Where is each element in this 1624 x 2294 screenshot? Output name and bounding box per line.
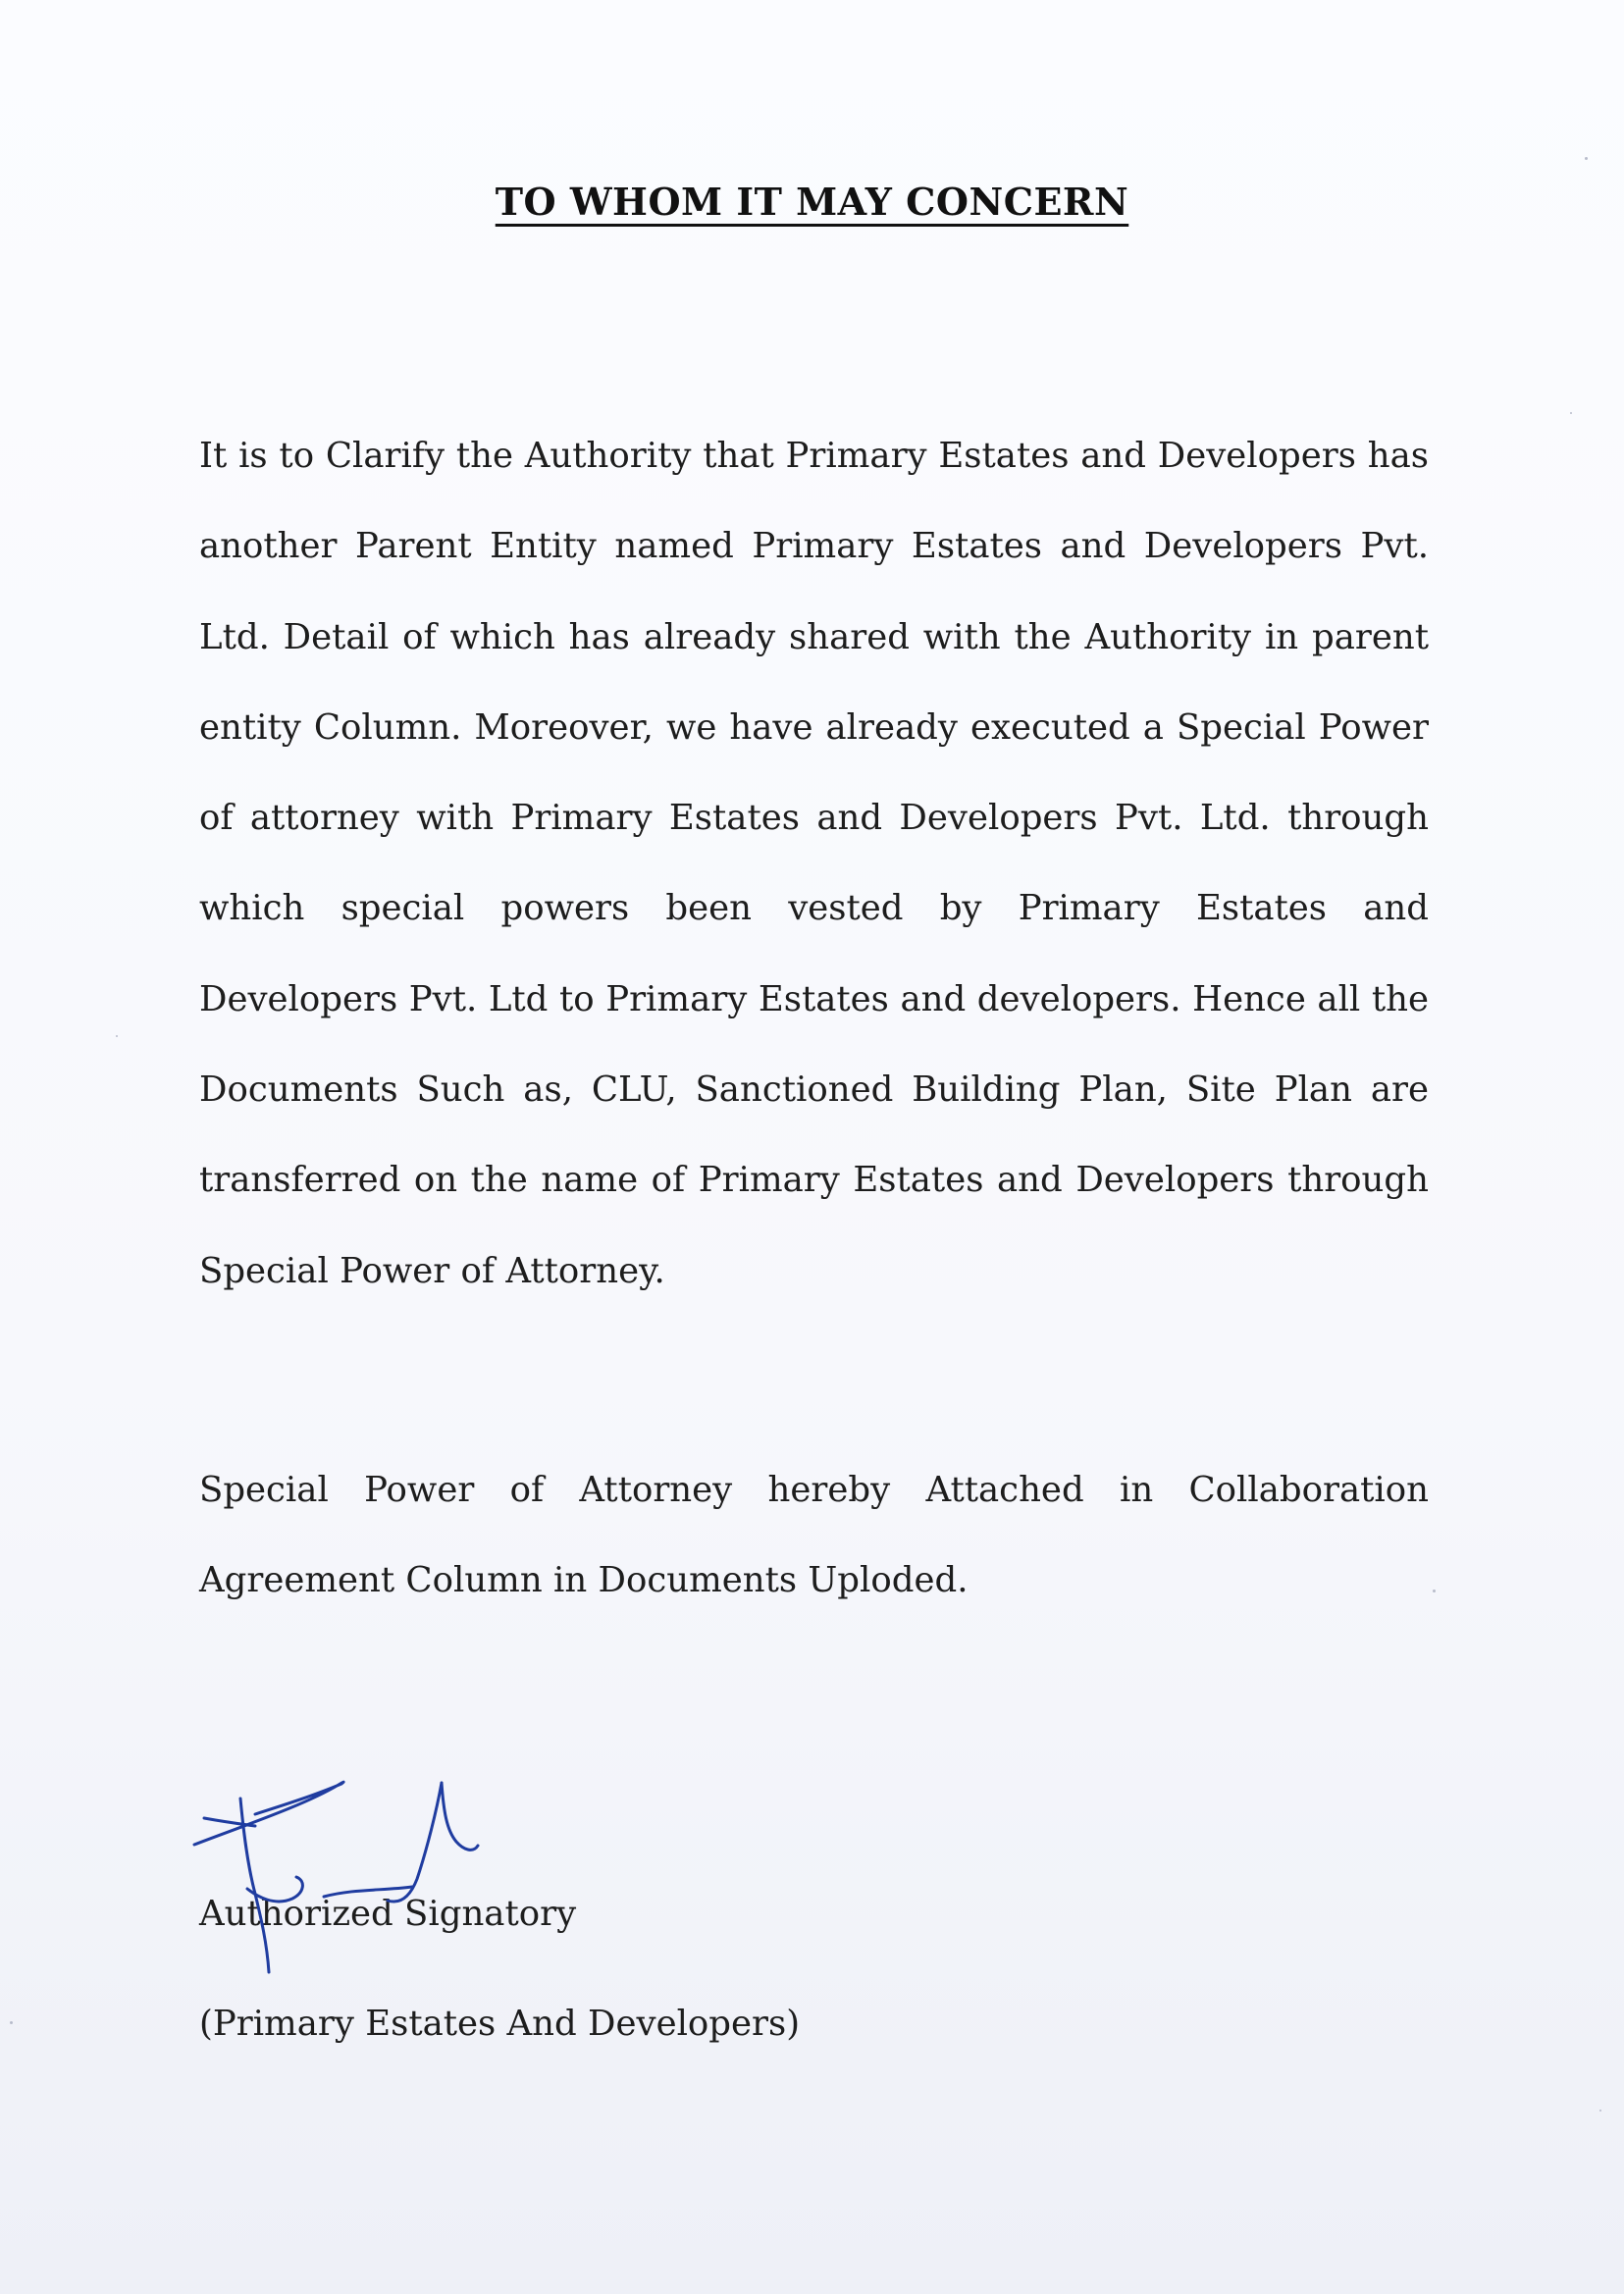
scan-speck (1599, 2110, 1601, 2112)
scan-speck (1585, 157, 1588, 160)
scan-speck (1433, 1590, 1436, 1592)
company-name: (Primary Estates And Developers) (199, 2004, 801, 2044)
handwritten-signature (186, 1771, 520, 1987)
body-paragraph-clarification: It is to Clarify the Authority that Primary Estates and Developers has another Parent Entity named Primary Estates and Developers Pvt. Ltd. Detail of which has already shared with the Authority in parent entity Column. Moreover, we have already executed a Special Power of attorney with Primary Estates and Developers Pvt. Ltd. through which special powers been vested by Primary Estates and Developers Pvt. Ltd to Primary Estates and developers. Hence all the Documents Such as, CLU, Sanctioned Building Plan, Site Plan are transferred on the name of Primary Estates and Developers through Special Power of Attorney. (199, 436, 1429, 1291)
signature-ink-icon (186, 1771, 520, 1987)
signature-label: Authorized Signatory (199, 1894, 577, 1934)
scan-speck (116, 1035, 118, 1037)
body-paragraph-attachment: Special Power of Attorney hereby Attached in Collaboration Agreement Column in Documents Uploded. (199, 1470, 1429, 1601)
scan-speck (1570, 412, 1572, 414)
scan-speck (10, 2021, 13, 2024)
document-title-text: TO WHOM IT MAY CONCERN (495, 180, 1129, 224)
document-title (0, 180, 1624, 224)
